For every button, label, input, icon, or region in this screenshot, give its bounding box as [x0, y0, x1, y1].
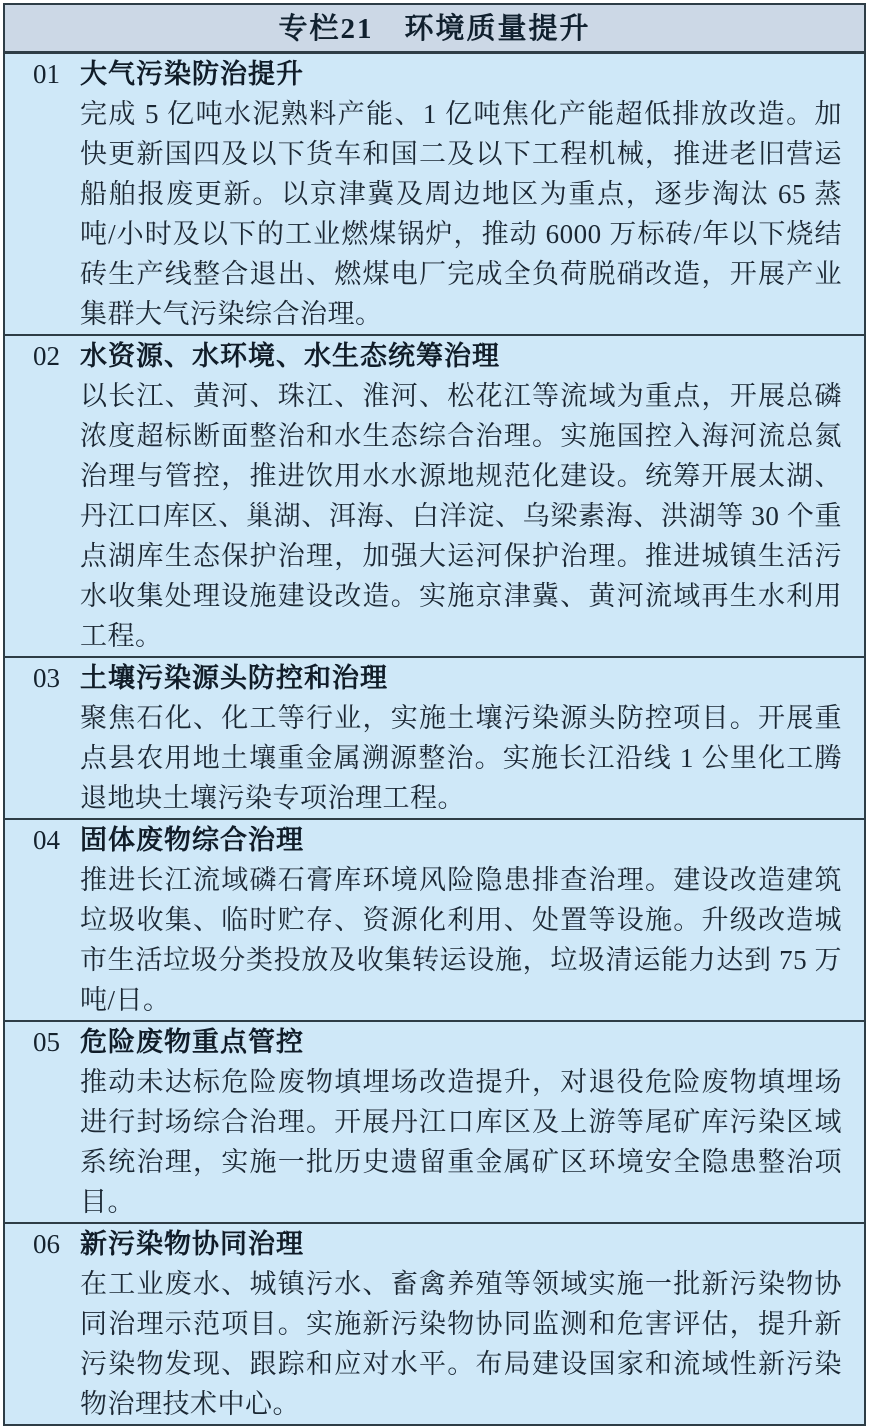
- section-title-row: [5, 336, 864, 376]
- section-title-row: [5, 820, 864, 860]
- section-title: 危险废物重点管控: [80, 1027, 304, 1057]
- section-title-row: [5, 658, 864, 698]
- section-body-text: 推进长江流域磷石膏库环境风险隐患排查治理。建设改造建筑垃圾收集、临时贮存、资源化利用、处置等设施。升级改造城市生活垃圾分类投放及收集转运设施，垃圾清运能力达到 75 万吨/日。: [80, 865, 842, 1015]
- section-title-row: [5, 1224, 864, 1264]
- section-body-text: 完成 5 亿吨水泥熟料产能、1 亿吨焦化产能超低排放改造。加快更新国四及以下货车和国二及以下工程机械，推进老旧营运船舶报废更新。以京津冀及周边地区为重点，逐步淘汰 65 蒸吨/小时及以下的工业燃煤锅炉，推动 6000 万标砖/年以下烧结砖生产线整合退出、燃煤电厂完成全负荷脱硝改造，开展产业集群大气污染综合治理。: [80, 99, 842, 329]
- section-body-text: 以长江、黄河、珠江、淮河、松花江等流域为重点，开展总磷浓度超标断面整治和水生态综合治理。实施国控入海河流总氮治理与管控，推进饮用水水源地规范化建设。统筹开展太湖、丹江口库区、巢湖、洱海、白洋淀、乌梁素海、洪湖等 30 个重点湖库生态保护治理，加强大运河保护治理。推进城镇生活污水收集处理设施建设改造。实施京津冀、黄河流域再生水利用工程。: [80, 381, 842, 651]
- section-title: 水资源、水环境、水生态统筹治理: [80, 341, 500, 371]
- section-04: [5, 820, 864, 1022]
- section-body-text: 推动未达标危险废物填埋场改造提升，对退役危险废物填埋场进行封场综合治理。开展丹江口库区及上游等尾矿库污染区域系统治理，实施一批历史遗留重金属矿区环境安全隐患整治项目。: [80, 1067, 842, 1217]
- section-number: 02: [33, 341, 60, 371]
- panel-title: 专栏21 环境质量提升: [5, 5, 864, 54]
- column-21-panel: [3, 3, 866, 1426]
- section-number: 04: [33, 825, 60, 855]
- section-title: 土壤污染源头防控和治理: [80, 663, 388, 693]
- section-number: 01: [33, 59, 60, 89]
- section-title: 大气污染防治提升: [80, 59, 304, 89]
- section-title: 新污染物协同治理: [80, 1229, 304, 1259]
- section-05: [5, 1022, 864, 1224]
- section-body-text: 在工业废水、城镇污水、畜禽养殖等领域实施一批新污染物协同治理示范项目。实施新污染物协同监测和危害评估，提升新污染物发现、跟踪和应对水平。布局建设国家和流域性新污染物治理技术中心。: [80, 1269, 842, 1419]
- section-number: 06: [33, 1229, 60, 1259]
- section-title-row: [5, 54, 864, 94]
- section-06: [5, 1224, 864, 1424]
- section-title: 固体废物综合治理: [80, 825, 304, 855]
- section-number: 05: [33, 1027, 60, 1057]
- section-number: 03: [33, 663, 60, 693]
- section-body-text: 聚焦石化、化工等行业，实施土壤污染源头防控项目。开展重点县农用地土壤重金属溯源整治。实施长江沿线 1 公里化工腾退地块土壤污染专项治理工程。: [80, 703, 842, 813]
- section-01: [5, 54, 864, 336]
- section-03: [5, 658, 864, 820]
- section-02: [5, 336, 864, 658]
- section-title-row: [5, 1022, 864, 1062]
